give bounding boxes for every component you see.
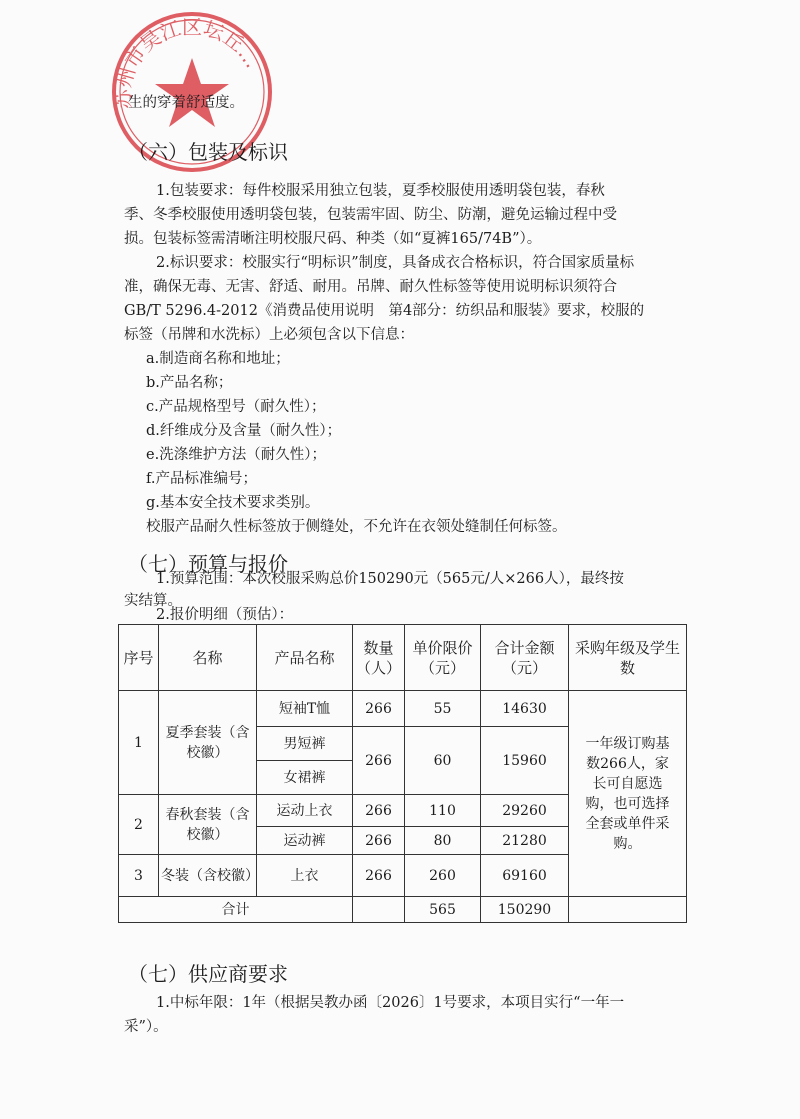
table-header-row — [119, 625, 687, 691]
label-closing: 校服产品耐久性标签放于侧缝处，不允许在衣领处缝制任何标签。 — [146, 519, 567, 535]
sum-price: 565 — [405, 897, 481, 923]
product-cell: 运动裤 — [257, 827, 353, 855]
label-para-line-3: GB/T 5296.4-2012《消费品使用说明 第4部分：纺织品和服装》要求，校服的 — [124, 303, 645, 319]
group-seq: 2 — [119, 795, 159, 855]
label-para-line-2: 准，确保无毒、无害、舒适、耐用。吊牌、耐久性标签等使用说明标识须符合 — [124, 279, 617, 295]
label-item-c: c.产品规格型号（耐久性）； — [146, 399, 326, 415]
qty-cell: 266 — [353, 727, 405, 795]
packaging-para-line-2: 季、冬季校服使用透明袋包装，包装需牢固、防尘、防潮，避免运输过程中受 — [124, 207, 617, 223]
label-item-g: g.基本安全技术要求类别。 — [146, 495, 320, 511]
qty-cell: 266 — [353, 827, 405, 855]
section-heading-packaging: （六）包装及标识 — [128, 140, 288, 164]
budget-para-line-1: 1.预算范围：本次校服采购总价150290元（565元/人×266人），最终按 — [156, 571, 624, 587]
label-item-e: e.洗涤维护方法（耐久性）； — [146, 447, 326, 463]
seal-text: 苏州市吴江区坛丘… — [110, 15, 265, 110]
label-para-line-1: 2.标识要求：校服实行“明标识”制度，具备成衣合格标识，符合国家质量标 — [156, 255, 635, 271]
supplier-para-line-1: 1.中标年限：1年（根据吴教办函〔2026〕1号要求，本项目实行“一年一 — [156, 995, 625, 1011]
group-name: 夏季套装（含校徽） — [159, 691, 257, 795]
qty-cell: 266 — [353, 795, 405, 827]
label-item-b: b.产品名称； — [146, 375, 233, 391]
product-cell: 男短裤 — [257, 727, 353, 761]
product-cell: 女裙裤 — [257, 761, 353, 795]
header-total: 合计金额（元） — [481, 625, 569, 691]
packaging-para-line-3: 损。包装标签需清晰注明校服尺码、种类（如“夏裤165/74B”）。 — [124, 231, 542, 247]
label-item-d: d.纤维成分及含量（耐久性）； — [146, 423, 342, 439]
group-name: 春秋套装（含校徽） — [159, 795, 257, 855]
total-cell: 21280 — [481, 827, 569, 855]
table-sum-row — [119, 897, 687, 923]
quote-detail-title: 2.报价明细（预估）： — [156, 607, 294, 623]
header-price: 单价限价（元） — [405, 625, 481, 691]
table-row — [119, 691, 687, 727]
label-item-a: a.制造商名称和地址； — [146, 351, 290, 367]
qty-cell: 266 — [353, 855, 405, 897]
price-cell: 80 — [405, 827, 481, 855]
sum-total: 150290 — [481, 897, 569, 923]
supplier-para-line-2: 采”）。 — [124, 1019, 168, 1035]
header-seq: 序号 — [119, 625, 159, 691]
label-para-line-4: 标签（吊牌和水洗标）上必须包含以下信息： — [124, 327, 414, 343]
price-cell: 60 — [405, 727, 481, 795]
price-cell: 110 — [405, 795, 481, 827]
group-name: 冬装（含校徽） — [159, 855, 257, 897]
price-cell: 55 — [405, 691, 481, 727]
header-grade: 采购年级及学生数 — [569, 625, 687, 691]
grade-note-cell: 一年级订购基数266人，家长可自愿选购，也可选择全套或单件采购。 — [569, 691, 687, 897]
section-heading-budget: （七）预算与报价 — [128, 552, 288, 576]
total-cell: 15960 — [481, 727, 569, 795]
header-product: 产品名称 — [257, 625, 353, 691]
label-item-f: f.产品标准编号； — [146, 471, 257, 487]
product-cell: 运动上衣 — [257, 795, 353, 827]
group-seq: 1 — [119, 691, 159, 795]
section-heading-supplier: （七）供应商要求 — [128, 962, 288, 986]
product-cell: 上衣 — [257, 855, 353, 897]
packaging-para-line-1: 1.包装要求：每件校服采用独立包装，夏季校服使用透明袋包装，春秋 — [156, 183, 605, 199]
carryover-line: 生的穿着舒适度。 — [128, 95, 244, 111]
quote-table — [118, 624, 687, 923]
qty-cell: 266 — [353, 691, 405, 727]
product-cell: 短袖T恤 — [257, 691, 353, 727]
group-seq: 3 — [119, 855, 159, 897]
budget-para-line-2: 实结算。 — [124, 593, 182, 609]
header-name: 名称 — [159, 625, 257, 691]
total-cell: 29260 — [481, 795, 569, 827]
sum-qty — [353, 897, 405, 923]
sum-empty — [569, 897, 687, 923]
price-cell: 260 — [405, 855, 481, 897]
total-cell: 69160 — [481, 855, 569, 897]
sum-label: 合计 — [119, 897, 353, 923]
header-qty: 数量（人） — [353, 625, 405, 691]
total-cell: 14630 — [481, 691, 569, 727]
